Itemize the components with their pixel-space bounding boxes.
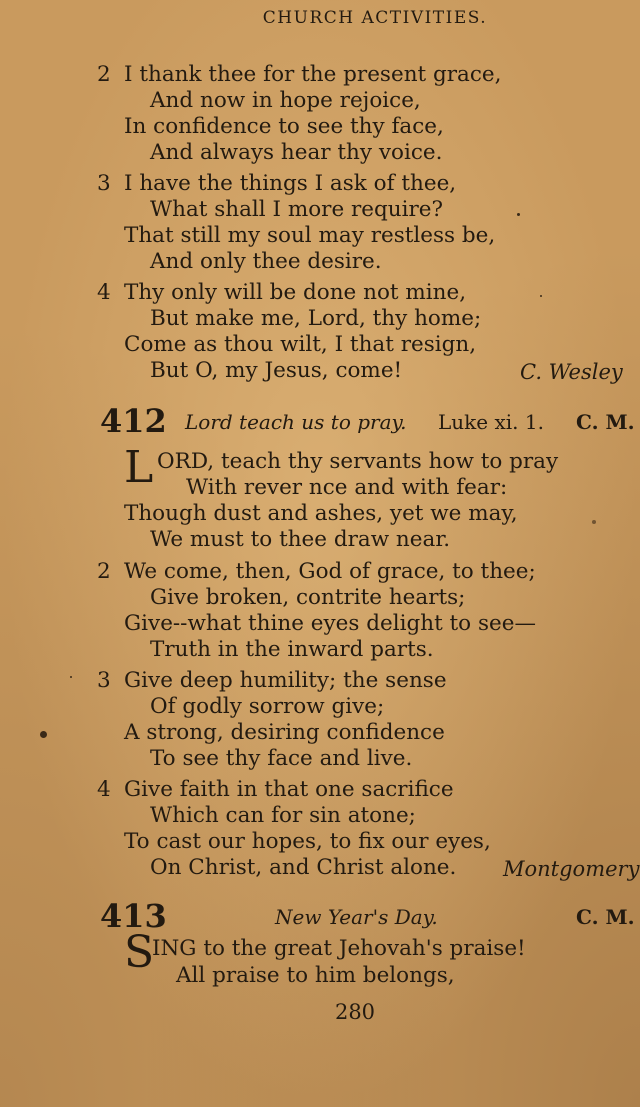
verse-line: With rever nce and with fear: [186,475,508,500]
verse-line: And only thee desire. [150,249,382,274]
paper-speck [540,295,542,297]
scripture-reference: Luke xi. 1. [438,410,544,434]
verse-line: ORD, teach thy servants how to pray [157,449,559,474]
verse-line: A strong, desiring confidence [124,720,445,745]
verse-line: Give broken, contrite hearts; [150,585,466,610]
hymn-title: Lord teach us to pray. [185,410,407,434]
hymn-meter: C. M. [576,905,635,929]
verse-line: Give faith in that one sacrifice [124,777,454,802]
verse-number: 4 [97,777,111,802]
hymn-author: Montgomery [503,857,640,881]
verse-line: Thy only will be done not mine, [124,280,467,305]
drop-cap: S [124,927,155,978]
verse-number: 2 [97,62,111,87]
verse-number: 3 [97,171,111,196]
hymn-number: 412 [100,402,167,440]
verse-line: We must to thee draw near. [150,527,451,552]
running-head: CHURCH ACTIVITIES. [262,8,488,28]
verse-line: But make me, Lord, thy home; [150,306,482,331]
verse-line: On Christ, and Christ alone. [150,855,457,880]
hymn-number: 413 [100,897,167,935]
paper-speck [517,213,520,216]
page-number: 280 [334,1000,376,1024]
verse-line: All praise to him belongs, [176,963,455,988]
verse-line: Which can for sin atone; [150,803,416,828]
verse-number: 2 [97,559,111,584]
verse-line: But O, my Jesus, come! [150,358,403,383]
verse-number: 3 [97,668,111,693]
verse-line: ING to the great Jehovah's praise! [152,936,526,961]
verse-line: And always hear thy voice. [150,140,443,165]
verse-line: I have the things I ask of thee, [124,171,457,196]
verse-line: In confidence to see thy face, [124,114,444,139]
paper-speck [70,676,72,678]
verse-line: To cast our hopes, to fix our eyes, [124,829,491,854]
hymn-title: New Year's Day. [275,905,438,929]
verse-line: I thank thee for the present grace, [124,62,502,87]
verse-line: Come as thou wilt, I that resign, [124,332,477,357]
verse-line: And now in hope rejoice, [150,88,421,113]
paper-speck [40,731,47,738]
verse-line: We come, then, God of grace, to thee; [124,559,536,584]
hymn-meter: C. M. [576,410,635,434]
verse-number: 4 [97,280,111,305]
verse-line: Though dust and ashes, yet we may, [124,501,518,526]
verse-line: What shall I more require? [150,197,444,222]
verse-line: Of godly sorrow give; [150,694,385,719]
hymn-author: C. Wesley [520,360,623,384]
verse-line: That still my soul may restless be, [124,223,496,248]
verse-line: Give--what thine eyes delight to see— [124,611,536,636]
verse-line: Give deep humility; the sense [124,668,447,693]
verse-line: To see thy face and live. [150,746,413,771]
drop-cap: L [124,442,154,493]
verse-line: Truth in the inward parts. [150,637,434,662]
paper-speck [592,520,596,524]
